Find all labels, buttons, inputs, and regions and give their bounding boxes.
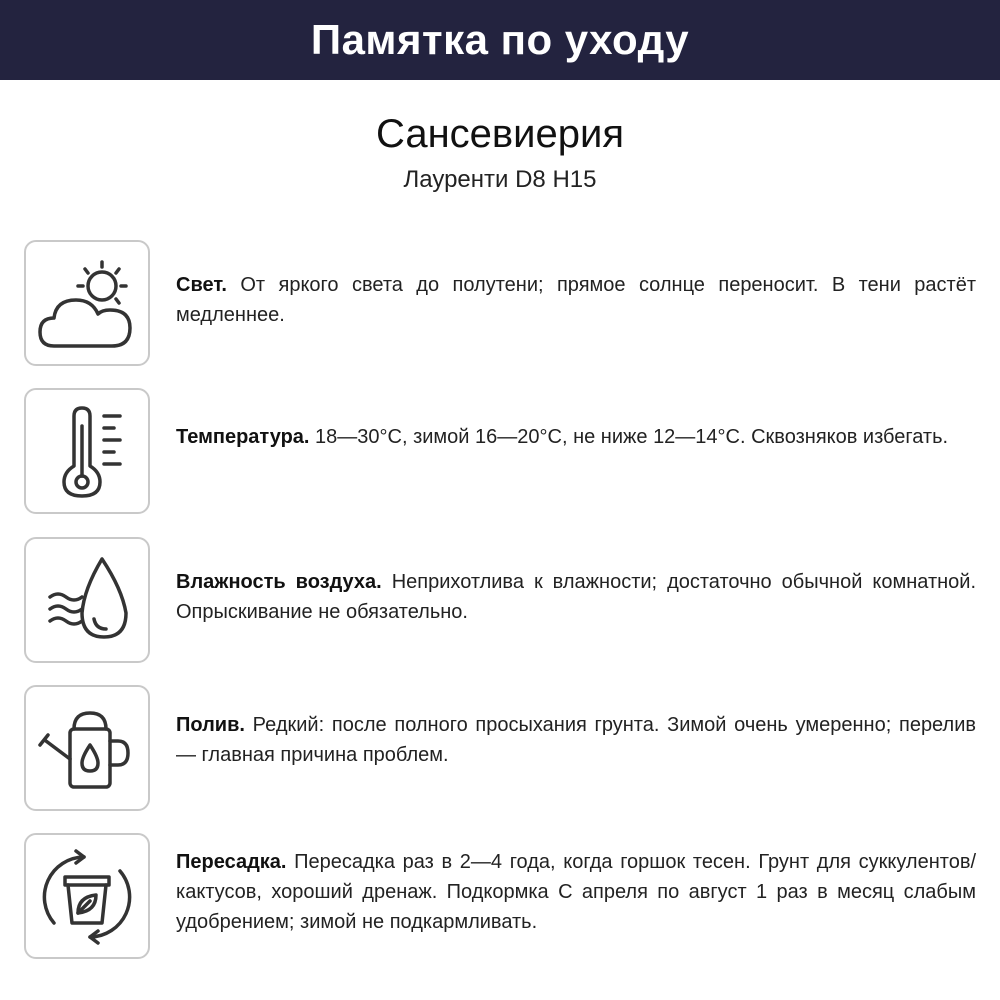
temperature-icon-card bbox=[24, 388, 150, 514]
humidity-icon-card bbox=[24, 537, 150, 663]
header-bar bbox=[0, 0, 1000, 80]
humidity-label: Влажность воздуха. bbox=[176, 571, 382, 593]
temperature-description: 18—30°C, зимой 16—20°C, не ниже 12—14°C. Сквозняков избегать. bbox=[309, 426, 949, 448]
humidity-care-text bbox=[176, 567, 976, 627]
watering-can-icon bbox=[32, 693, 142, 803]
light-label: Свет. bbox=[176, 274, 227, 296]
humidity-drop-icon bbox=[32, 545, 142, 655]
watering-icon-card bbox=[24, 685, 150, 811]
product-variant: Лауренти D8 H15 bbox=[403, 166, 597, 193]
light-icon-card bbox=[24, 240, 150, 366]
repotting-icon bbox=[32, 841, 142, 951]
repotting-label: Пересадка. bbox=[176, 851, 287, 873]
product-name: Сансевиерия bbox=[375, 112, 624, 156]
repotting-description: Пересадка раз в 2—4 года, когда горшок тесен. Грунт для суккулентов/кактусов, хороший дренаж. Подкормка С апреля по август 1 раз в месяц слабым удобрением; зимой не подкармливать. bbox=[176, 851, 976, 933]
watering-label: Полив. bbox=[176, 714, 245, 736]
sun-cloud-icon bbox=[32, 248, 142, 358]
humidity-description: Неприхотлива к влажности; достаточно обычной комнатной. Опрыскивание не обязательно. bbox=[176, 571, 977, 623]
repotting-care-text bbox=[176, 847, 976, 937]
header-title: Памятка по уходу bbox=[310, 16, 690, 63]
thermometer-icon bbox=[32, 396, 142, 506]
repotting-icon-card bbox=[24, 833, 150, 959]
temperature-care-text bbox=[176, 422, 976, 452]
temperature-label: Температура. bbox=[176, 426, 310, 448]
light-care-text bbox=[176, 270, 976, 330]
watering-care-text bbox=[176, 710, 976, 770]
light-description: От яркого света до полутени; прямое солнце переносит. В тени растёт медленнее. bbox=[176, 274, 976, 326]
watering-description: Редкий: после полного просыхания грунта. Зимой очень умеренно; перелив — главная причина проблем. bbox=[176, 714, 976, 766]
